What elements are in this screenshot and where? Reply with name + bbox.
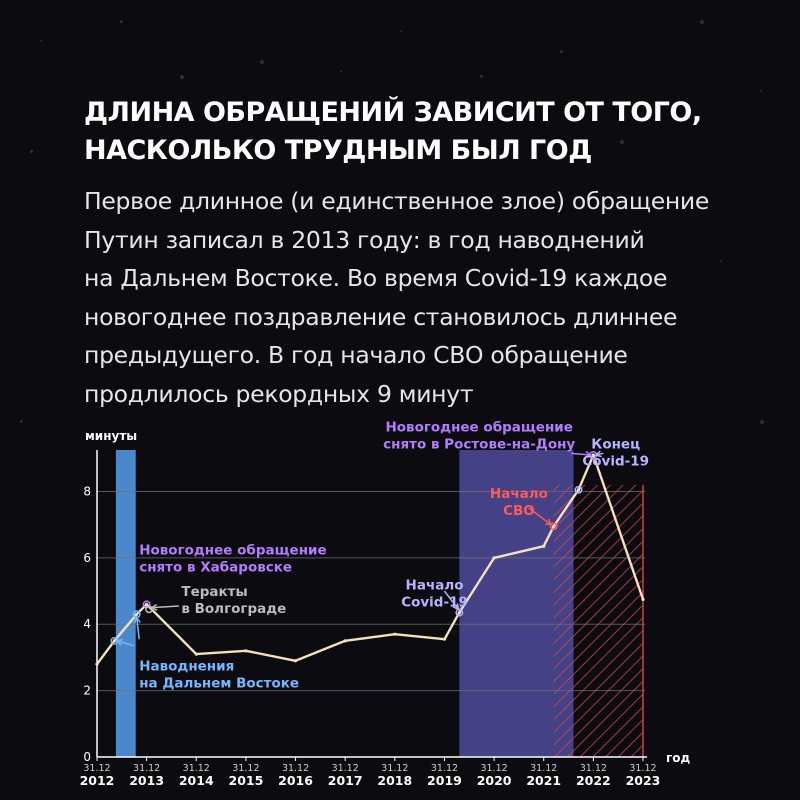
subtitle-line-4: новогоднее поздравление становилось длиннее — [84, 302, 678, 331]
data-point — [542, 545, 545, 548]
title-line-1: ДЛИНА ОБРАЩЕНИЙ ЗАВИСИТ ОТ ТОГО, — [84, 97, 702, 128]
annotation-line: Теракты — [181, 584, 248, 601]
data-point — [113, 639, 116, 642]
x-tick-day: 31.12 — [232, 763, 260, 774]
x-tick-day: 31.12 — [430, 763, 459, 774]
x-tick-year: 2015 — [228, 773, 264, 788]
x-tick-day: 31.12 — [331, 763, 359, 774]
annotation-line: Конец — [591, 436, 641, 453]
annotation-covid_start — [401, 577, 468, 610]
y-tick-label: 0 — [83, 750, 91, 764]
x-tick-year: 2013 — [129, 773, 165, 788]
data-point — [95, 662, 98, 665]
x-tick-year: 2014 — [178, 773, 214, 788]
x-tick-year: 2012 — [79, 773, 115, 788]
x-tick-day: 31.12 — [83, 763, 111, 774]
title-line-2: НАСКОЛЬКО ТРУДНЫМ БЫЛ ГОД — [84, 135, 592, 166]
annotation-line: Начало — [489, 486, 548, 503]
x-tick-day: 31.12 — [579, 763, 607, 774]
data-point — [641, 598, 644, 601]
y-tick-label: 2 — [83, 683, 91, 698]
x-tick-year: 2022 — [575, 773, 611, 788]
data-point — [552, 525, 555, 528]
x-tick-day: 31.12 — [480, 763, 508, 774]
x-tick-day: 31.12 — [182, 763, 210, 774]
annotation-flood — [139, 659, 299, 692]
annotation-line: снято в Хабаровске — [139, 559, 293, 576]
y-tick-label: 6 — [83, 550, 91, 565]
annotation-line: Новогоднее обращение — [385, 419, 573, 436]
annotation-line: Covid-19 — [582, 453, 650, 470]
x-tick-year: 2016 — [278, 773, 313, 788]
annotation-line: Covid-19 — [401, 594, 468, 611]
annotation-line: снято в Ростове-на-Дону — [383, 436, 576, 453]
annotation-line: Наводнения — [139, 658, 235, 675]
data-point — [492, 556, 495, 559]
y-tick-label: 8 — [83, 484, 91, 499]
y-tick-label: 4 — [83, 617, 91, 632]
band-war — [554, 485, 643, 757]
subtitle-line-1: Первое длинное (и единственное злое) обращение — [84, 187, 710, 215]
annotation-khabarovsk — [139, 543, 326, 576]
data-point — [577, 488, 580, 491]
x-tick-day: 31.12 — [629, 763, 657, 774]
data-point — [195, 653, 198, 656]
annotation-volgograd — [181, 584, 286, 617]
annotation-rostov — [383, 420, 575, 453]
annotation-line: на Дальнем Востоке — [139, 675, 300, 692]
x-tick-day: 31.12 — [281, 763, 310, 774]
data-point — [294, 659, 297, 662]
x-tick-year: 2019 — [427, 773, 462, 788]
annotation-line: Новогоднее обращение — [139, 542, 327, 559]
y-axis-label: минуты — [85, 429, 138, 443]
annotation-line: Начало — [405, 577, 464, 594]
data-point — [458, 611, 461, 614]
x-tick-year: 2020 — [476, 773, 512, 788]
x-tick-day: 31.12 — [133, 763, 161, 774]
data-point — [443, 638, 446, 641]
annotation-covid_end — [582, 436, 649, 469]
data-point — [135, 613, 138, 616]
data-point — [393, 633, 396, 636]
x-tick-year: 2018 — [377, 773, 413, 788]
x-tick-day: 31.12 — [381, 763, 409, 774]
volgograd-arrow — [152, 606, 179, 608]
x-tick-year: 2021 — [526, 773, 562, 788]
subtitle-line-2: Путин записал в 2013 году: в год наводнений — [84, 225, 645, 254]
annotation-line: в Волгограде — [181, 601, 287, 618]
annotation-line: СВО — [503, 503, 535, 520]
band-flood — [116, 450, 136, 757]
x-tick-year: 2017 — [327, 773, 363, 788]
x-tick-year: 2023 — [625, 773, 661, 788]
subtitle-line-6: продлилось рекордных 9 минут — [84, 379, 474, 408]
data-point — [244, 649, 247, 652]
data-point — [145, 603, 148, 606]
x-axis-label: год — [666, 751, 691, 765]
data-point — [344, 639, 347, 642]
x-tick-day: 31.12 — [530, 763, 558, 774]
subtitle-line-3: на Дальнем Востоке. Во время Covid-19 каждое — [84, 264, 668, 292]
subtitle-line-5: предыдущего. В год начало СВО обращение — [84, 341, 628, 369]
